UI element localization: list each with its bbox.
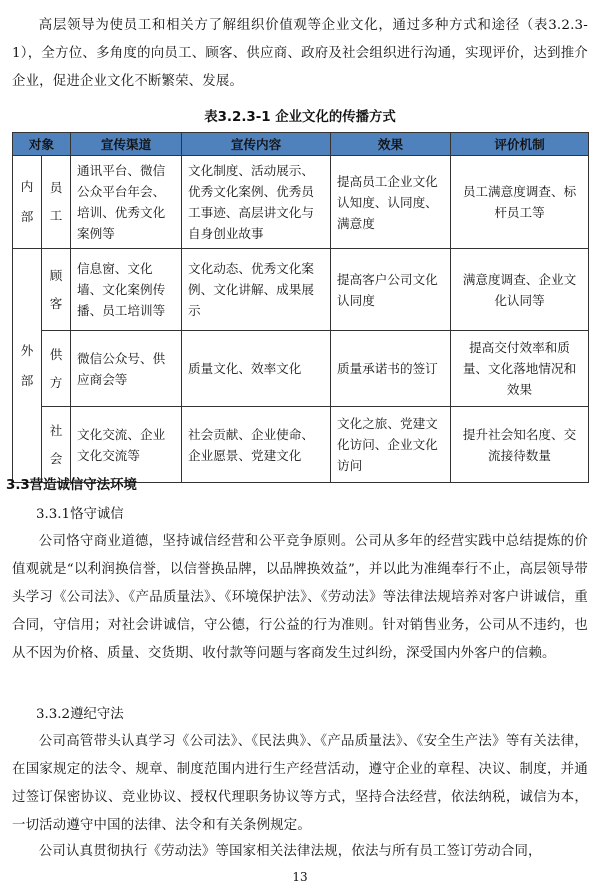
row-effect: 提高员工企业文化认知度、认同度、满意度 <box>331 156 451 249</box>
row-effect: 提高客户公司文化认同度 <box>331 249 451 331</box>
table-row <box>13 249 589 331</box>
header-effect: 效果 <box>331 133 451 156</box>
row-channel: 通讯平台、微信公众平台年会、培训、优秀文化案例等 <box>71 156 182 249</box>
external-group-label: 外部 <box>13 249 42 483</box>
row-evaluation: 员工满意度调查、标杆员工等 <box>451 156 589 249</box>
integrity-paragraph: 公司恪守商业道德，坚持诚信经营和公平竞争原则。公司从多年的经营实践中总结提炼的价值观就是“以利润换信誉，以信誉换品牌，以品牌换效益”，并以此为准绳奉行不止，高层领导带头学习《公司法》、《产品质量法》、《环境保护法》、《劳动法》等法律法规培养对客户讲诚信，重合同，守信用；对社会讲诚信，守公德，行公益的行为准则。针对销售业务，公司从不违约，也从不因为价格、质量、交货期、收付款等问题与客商发生过纠纷，深受国内外客户的信赖。 <box>12 534 588 661</box>
intro-paragraph: 高层领导为使员工和相关方了解组织价值观等企业文化，通过多种方式和途径（表3.2.3-1），全方位、多角度的向员工、顾客、供应商、政府及社会组织进行沟通，实现评价，达到推介企业，促进企业文化不断繁荣、发展。 <box>12 18 588 89</box>
law-paragraph: 公司高管带头认真学习《公司法》、《民法典》、《产品质量法》、《安全生产法》等有关法律，在国家规定的法令、规章、制度范围内进行生产经营活动，遵守企业的章程、决议、制度，并通过签订保密协议、竞业协议、授权代理职务协议等方式，坚持合法经营，依法纳税，诚信为本，一切活动遵守中国的法律、法令和有关条例规定。 <box>12 734 588 833</box>
table-row <box>13 331 589 407</box>
row-content: 质量文化、效率文化 <box>182 331 331 407</box>
header-evaluation: 评价机制 <box>451 133 589 156</box>
row-content: 文化动态、优秀文化案例、文化讲解、成果展示 <box>182 249 331 331</box>
page-number: 13 <box>292 870 308 884</box>
table-caption: 表3.2.3-1 企业文化的传播方式 <box>204 110 396 125</box>
table-row <box>13 407 589 483</box>
section-heading: 3.3营造诚信守法环境 <box>6 478 137 493</box>
row-channel: 文化交流、企业文化交流等 <box>71 407 182 483</box>
culture-communication-table <box>12 132 589 483</box>
row-channel: 信息窗、文化墙、文化案例传播、员工培训等 <box>71 249 182 331</box>
row-object: 员工 <box>42 156 71 249</box>
header-content: 宣传内容 <box>182 133 331 156</box>
row-evaluation: 提升社会知名度、交流接待数量 <box>451 407 589 483</box>
row-effect: 文化之旅、党建文化访问、企业文化访问 <box>331 407 451 483</box>
row-evaluation: 满意度调查、企业文化认同等 <box>451 249 589 331</box>
row-effect: 质量承诺书的签订 <box>331 331 451 407</box>
row-object: 供方 <box>42 331 71 407</box>
header-channel: 宣传渠道 <box>71 133 182 156</box>
subsection-heading-integrity: 3.3.1恪守诚信 <box>36 507 124 522</box>
row-content: 文化制度、活动展示、优秀文化案例、优秀员工事迹、高层讲文化与自身创业故事 <box>182 156 331 249</box>
row-evaluation: 提高交付效率和质量、文化落地情况和效果 <box>451 331 589 407</box>
labor-paragraph: 公司认真贯彻执行《劳动法》等国家相关法律法规，依法与所有员工签订劳动合同， <box>38 844 542 859</box>
row-channel: 微信公众号、供应商会等 <box>71 331 182 407</box>
row-object: 顾客 <box>42 249 71 331</box>
subsection-heading-law: 3.3.2遵纪守法 <box>36 707 124 722</box>
table-row <box>13 156 589 249</box>
header-object: 对象 <box>13 133 71 156</box>
row-object: 社会 <box>42 407 71 483</box>
table-header-row <box>13 133 589 156</box>
row-content: 社会贡献、企业使命、企业愿景、党建文化 <box>182 407 331 483</box>
internal-group-label: 内部 <box>13 156 42 249</box>
